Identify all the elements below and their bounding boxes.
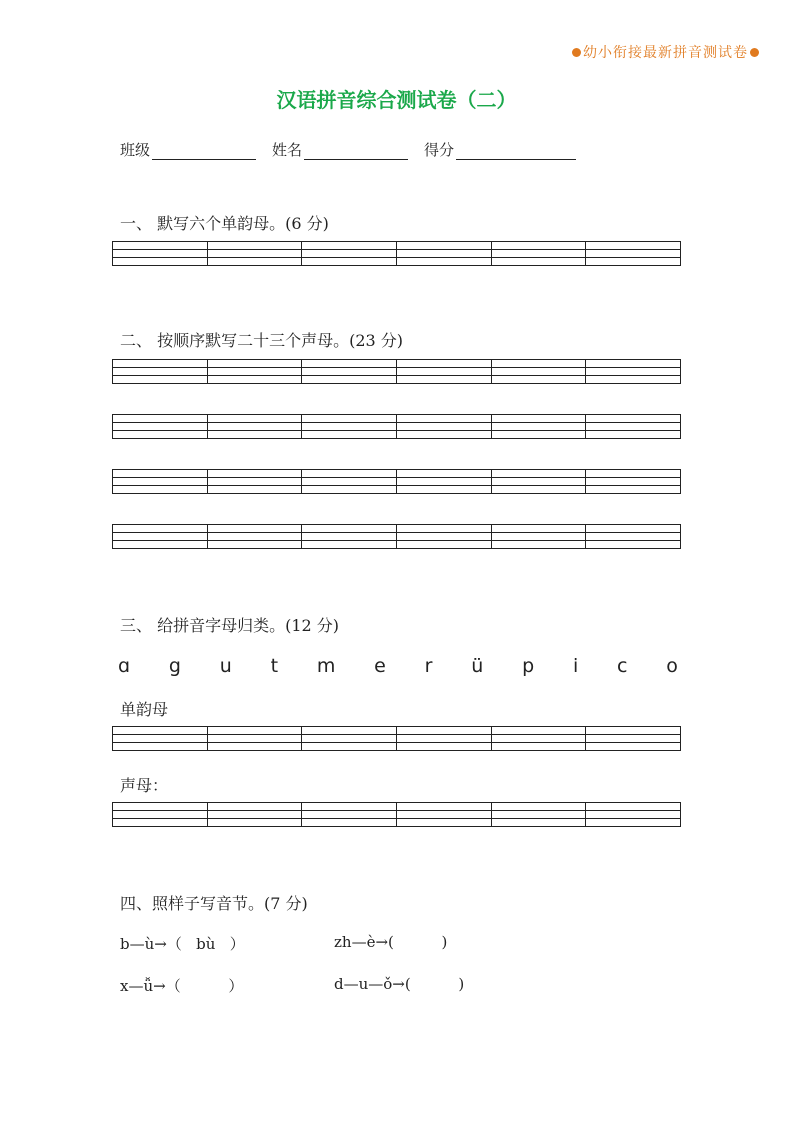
grid-cell[interactable] (207, 541, 302, 549)
grid-cell[interactable] (302, 431, 397, 439)
letter: m (316, 655, 336, 677)
grid-cell[interactable] (113, 431, 208, 439)
example-2[interactable]: zh—è→( ) (334, 933, 448, 951)
initials-label: 声母： (120, 776, 169, 795)
grid-cell[interactable] (396, 431, 491, 439)
grid-cell[interactable] (113, 803, 208, 811)
grid-row (113, 250, 681, 258)
grid-cell[interactable] (586, 533, 681, 541)
grid-row (113, 819, 681, 827)
grid-cell[interactable] (586, 811, 681, 819)
grid-cell[interactable] (113, 525, 208, 533)
grid-cell[interactable] (396, 819, 491, 827)
grid-cell[interactable] (302, 525, 397, 533)
letter: t (270, 655, 279, 677)
grid-cell[interactable] (491, 803, 586, 811)
grid-cell[interactable] (396, 541, 491, 549)
grid-cell[interactable] (586, 431, 681, 439)
grid-row (113, 376, 681, 384)
grid-cell[interactable] (586, 727, 681, 735)
grid-cell[interactable] (396, 478, 491, 486)
grid-cell[interactable] (396, 368, 491, 376)
grid-cell[interactable] (491, 415, 586, 423)
grid-row (113, 242, 681, 250)
letter: r (424, 655, 433, 677)
writing-grid[interactable] (112, 469, 681, 494)
grid-cell[interactable] (396, 486, 491, 494)
grid-cell[interactable] (491, 541, 586, 549)
grid-cell[interactable] (113, 258, 208, 266)
letter-list (118, 655, 678, 677)
grid-cell[interactable] (207, 360, 302, 368)
grid-cell[interactable] (302, 727, 397, 735)
example-1: b—ù→（ bù ） (120, 935, 245, 953)
class-field[interactable] (120, 139, 256, 160)
grid-cell[interactable] (113, 478, 208, 486)
grid-row (113, 803, 681, 811)
grid-cell[interactable] (491, 727, 586, 735)
grid-cell[interactable] (491, 811, 586, 819)
grid-cell[interactable] (207, 258, 302, 266)
letter: ɑ (118, 655, 131, 677)
grid-cell[interactable] (302, 811, 397, 819)
grid-cell[interactable] (586, 368, 681, 376)
example-4[interactable]: d—u—ǒ→( ) (334, 975, 465, 993)
grid-cell[interactable] (586, 415, 681, 423)
grid-row (113, 486, 681, 494)
name-field[interactable] (272, 139, 408, 160)
grid-cell[interactable] (396, 423, 491, 431)
grid-cell[interactable] (491, 525, 586, 533)
grid-cell[interactable] (491, 470, 586, 478)
name-label: 姓名 (272, 141, 303, 159)
dot-right-icon (750, 48, 759, 57)
grid-cell[interactable] (207, 376, 302, 384)
grid-cell[interactable] (396, 470, 491, 478)
grid-row (113, 533, 681, 541)
grid-cell[interactable] (207, 431, 302, 439)
grid-cell[interactable] (302, 470, 397, 478)
grid-cell[interactable] (113, 368, 208, 376)
letter: e (374, 655, 386, 677)
writing-grid[interactable] (112, 524, 681, 549)
grid-cell[interactable] (113, 486, 208, 494)
grid-cell[interactable] (302, 486, 397, 494)
grid-row (113, 525, 681, 533)
grid-cell[interactable] (302, 258, 397, 266)
grid-cell[interactable] (586, 242, 681, 250)
grid-row (113, 415, 681, 423)
grid-cell[interactable] (207, 415, 302, 423)
grid-row (113, 470, 681, 478)
example-3[interactable]: x—ǚ→（ ） (120, 977, 244, 995)
grid-cell[interactable] (113, 735, 208, 743)
grid-cell[interactable] (207, 250, 302, 258)
grid-cell[interactable] (396, 735, 491, 743)
grid-cell[interactable] (586, 541, 681, 549)
grid-cell[interactable] (302, 819, 397, 827)
grid-cell[interactable] (113, 423, 208, 431)
grid-cell[interactable] (207, 525, 302, 533)
grid-cell[interactable] (207, 743, 302, 751)
grid-cell[interactable] (586, 735, 681, 743)
grid-cell[interactable] (396, 258, 491, 266)
grid-cell[interactable] (302, 478, 397, 486)
grid-cell[interactable] (207, 478, 302, 486)
grid-cell[interactable] (302, 541, 397, 549)
grid-row (113, 743, 681, 751)
grid-cell[interactable] (491, 478, 586, 486)
grid-cell[interactable] (396, 811, 491, 819)
grid-cell[interactable] (491, 743, 586, 751)
grid-cell[interactable] (302, 803, 397, 811)
grid-cell[interactable] (586, 478, 681, 486)
grid-cell[interactable] (113, 470, 208, 478)
grid-row (113, 258, 681, 266)
grid-cell[interactable] (491, 819, 586, 827)
grid-cell[interactable] (396, 360, 491, 368)
grid-cell[interactable] (586, 376, 681, 384)
writing-grid[interactable] (112, 241, 681, 266)
writing-grid[interactable] (112, 802, 681, 827)
header-note-text: 幼小衔接最新拼音测试卷 (583, 45, 748, 61)
grid-cell[interactable] (207, 811, 302, 819)
grid-cell[interactable] (491, 735, 586, 743)
page-title: 汉语拼音综合测试卷（二） (276, 88, 517, 112)
grid-cell[interactable] (207, 819, 302, 827)
grid-cell[interactable] (491, 250, 586, 258)
section-3-heading: 三、 给拼音字母归类。(12 分) (120, 616, 340, 635)
score-blank[interactable] (456, 143, 576, 160)
grid-cell[interactable] (491, 376, 586, 384)
grid-cell[interactable] (113, 250, 208, 258)
grid-cell[interactable] (586, 423, 681, 431)
grid-cell[interactable] (586, 470, 681, 478)
grid-cell[interactable] (396, 415, 491, 423)
grid-cell[interactable] (396, 250, 491, 258)
grid-row (113, 811, 681, 819)
grid-row (113, 423, 681, 431)
grid-cell[interactable] (302, 376, 397, 384)
grid-cell[interactable] (586, 743, 681, 751)
letter: u (219, 655, 232, 677)
grid-cell[interactable] (586, 525, 681, 533)
grid-cell[interactable] (396, 803, 491, 811)
grid-cell[interactable] (396, 242, 491, 250)
grid-cell[interactable] (113, 743, 208, 751)
letter: o (666, 655, 678, 677)
grid-row (113, 478, 681, 486)
grid-cell[interactable] (586, 250, 681, 258)
grid-cell[interactable] (396, 533, 491, 541)
grid-row (113, 360, 681, 368)
grid-cell[interactable] (586, 803, 681, 811)
score-field[interactable] (424, 139, 576, 160)
grid-cell[interactable] (491, 242, 586, 250)
vowels-label: 单韵母 (120, 700, 169, 719)
grid-cell[interactable] (207, 368, 302, 376)
section-2-heading: 二、 按顺序默写二十三个声母。(23 分) (120, 331, 404, 350)
grid-cell[interactable] (302, 735, 397, 743)
grid-cell[interactable] (586, 819, 681, 827)
student-info (120, 139, 592, 160)
grid-cell[interactable] (302, 743, 397, 751)
grid-row (113, 541, 681, 549)
grid-cell[interactable] (586, 486, 681, 494)
grid-cell[interactable] (302, 423, 397, 431)
grid-cell[interactable] (396, 727, 491, 735)
letter: p (522, 655, 535, 677)
grid-cell[interactable] (113, 819, 208, 827)
grid-cell[interactable] (491, 533, 586, 541)
grid-cell[interactable] (113, 811, 208, 819)
letter: ü (471, 655, 484, 677)
grid-cell[interactable] (396, 376, 491, 384)
writing-grid[interactable] (112, 726, 681, 751)
grid-cell[interactable] (491, 486, 586, 494)
grid-cell[interactable] (302, 415, 397, 423)
grid-cell[interactable] (302, 360, 397, 368)
grid-cell[interactable] (207, 735, 302, 743)
grid-cell[interactable] (491, 258, 586, 266)
section-4-heading: 四、照样子写音节。(7 分) (120, 894, 308, 913)
grid-row (113, 368, 681, 376)
grid-cell[interactable] (207, 727, 302, 735)
grid-cell[interactable] (207, 423, 302, 431)
grid-cell[interactable] (207, 242, 302, 250)
score-label: 得分 (424, 141, 455, 159)
grid-cell[interactable] (586, 360, 681, 368)
name-blank[interactable] (304, 143, 408, 160)
grid-cell[interactable] (586, 258, 681, 266)
grid-cell[interactable] (207, 486, 302, 494)
grid-cell[interactable] (491, 431, 586, 439)
grid-cell[interactable] (113, 727, 208, 735)
grid-cell[interactable] (491, 368, 586, 376)
grid-cell[interactable] (113, 242, 208, 250)
dot-left-icon (572, 48, 581, 57)
grid-cell[interactable] (113, 415, 208, 423)
grid-cell[interactable] (207, 470, 302, 478)
grid-cell[interactable] (302, 368, 397, 376)
writing-grid[interactable] (112, 414, 681, 439)
grid-cell[interactable] (207, 533, 302, 541)
letter: i (572, 655, 579, 677)
grid-cell[interactable] (302, 250, 397, 258)
class-blank[interactable] (152, 143, 256, 160)
letter: g (168, 655, 181, 677)
grid-cell[interactable] (113, 541, 208, 549)
grid-cell[interactable] (491, 423, 586, 431)
grid-cell[interactable] (396, 743, 491, 751)
letter: c (617, 655, 628, 677)
class-label: 班级 (120, 141, 151, 159)
header-note (572, 42, 759, 62)
grid-row (113, 727, 681, 735)
section-1-heading: 一、 默写六个单韵母。(6 分) (120, 214, 329, 233)
grid-cell[interactable] (491, 360, 586, 368)
grid-cell[interactable] (302, 533, 397, 541)
grid-cell[interactable] (113, 360, 208, 368)
writing-grid[interactable] (112, 359, 681, 384)
grid-cell[interactable] (113, 376, 208, 384)
grid-cell[interactable] (207, 803, 302, 811)
grid-cell[interactable] (113, 533, 208, 541)
grid-cell[interactable] (302, 242, 397, 250)
grid-row (113, 735, 681, 743)
grid-row (113, 431, 681, 439)
grid-cell[interactable] (396, 525, 491, 533)
